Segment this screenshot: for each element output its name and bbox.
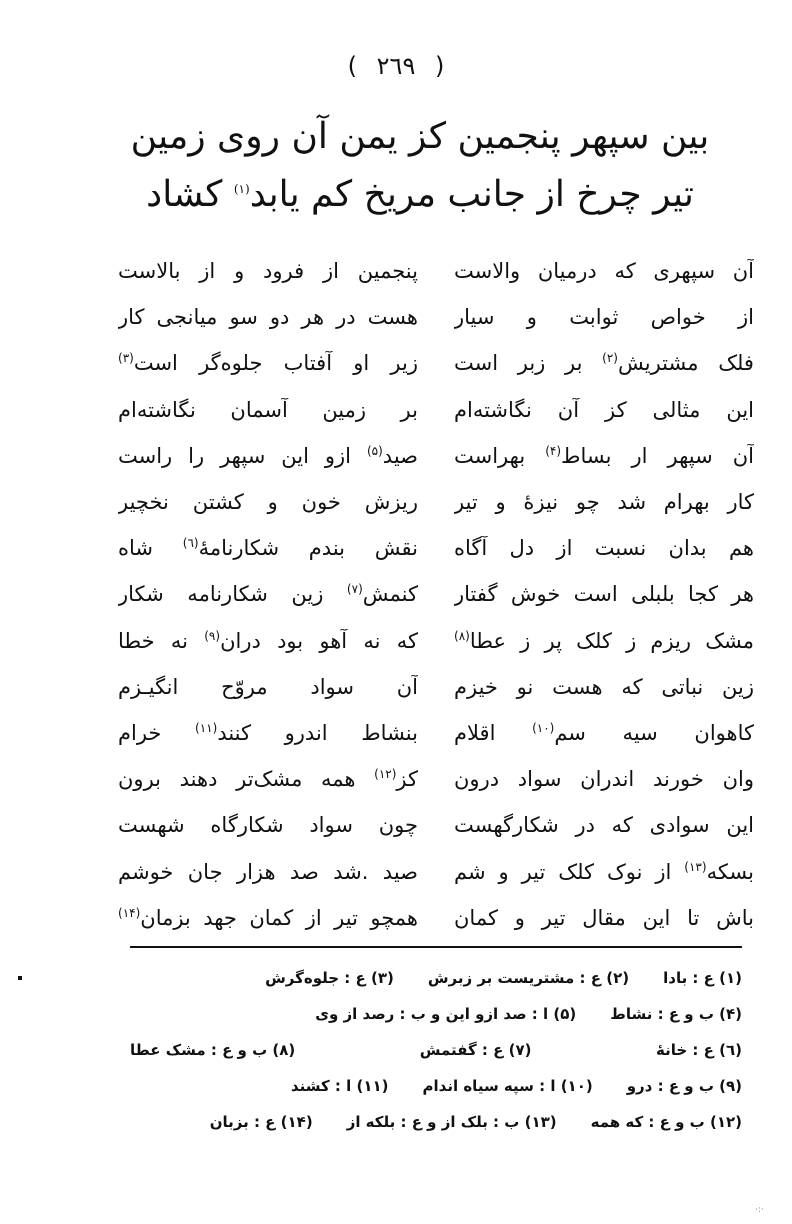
verse-row	[118, 340, 754, 386]
footnote-item: (١) ع : بادا	[663, 969, 742, 987]
heading-verse	[120, 108, 720, 224]
hemistich-right	[454, 582, 754, 606]
hemistich-text: پنجمین از فرود و از بالاست	[118, 259, 418, 284]
poem-verses	[118, 248, 754, 941]
footnote-item: (٣) ع : جلوه‌گرش	[265, 969, 394, 987]
hemistich-text: همچو تیر از کمان جهد بزمان	[140, 905, 418, 930]
hemistich-text: آن سپهر ار بساط	[561, 443, 754, 468]
hemistich-right	[454, 629, 754, 653]
footnote-item: (١٠) ا : سپه سیاه اندام	[422, 1077, 593, 1095]
verse-row	[118, 895, 754, 941]
verse-row	[118, 848, 754, 894]
hemistich-right	[454, 305, 754, 329]
page-number	[0, 52, 792, 80]
hemistich-text: صید .شد صد هزار جان خوشم	[118, 859, 418, 884]
verse-row	[118, 664, 754, 710]
hemistich-text: هر کجا بلبلی است خوش گفتار	[454, 582, 754, 607]
hemistich-text: از خواص ثوابت و سیار	[454, 305, 754, 330]
hemistich-text: مشک ریزم ز کلک پر ز عطا	[469, 628, 754, 653]
footnote-ref: (٨)	[454, 628, 470, 643]
hemistich-left	[118, 351, 418, 375]
hemistich-text: وان خورند اندران سواد درون	[454, 767, 754, 792]
hemistich-left	[118, 305, 418, 329]
hemistich-text-cont: همه مشک‌تر دهند برون	[118, 767, 375, 792]
footnote-item: (٧) ع : گفتمش	[419, 1041, 532, 1059]
heading-line-2-text: تیر چرخ از جانب مریخ کم یابد	[249, 174, 694, 215]
footnote-item: (۴) ب و ع : نشاط	[610, 1005, 742, 1023]
page-number-open-paren: (	[347, 52, 358, 80]
footnote-ref: (٢)	[602, 351, 618, 366]
footnote-row	[130, 960, 742, 996]
hemistich-left	[118, 767, 418, 791]
footnote-item: (٩) ب و ع : درو	[626, 1077, 742, 1095]
hemistich-text: این سوادی که در شکارگهست	[454, 813, 754, 838]
hemistich-text: هست در هر دو سو میانجی کار	[118, 305, 418, 330]
hemistich-text: کاهوان سیه سم	[554, 720, 754, 745]
footnote-ref: (١٢)	[374, 767, 397, 782]
hemistich-text: صید	[382, 443, 418, 468]
footnote-item: (١٢) ب و ع : که همه	[590, 1113, 742, 1131]
verse-row	[118, 571, 754, 617]
verse-row	[118, 433, 754, 479]
hemistich-text: ریزش خون و کشتن نخچیر	[118, 490, 418, 515]
verse-row	[118, 756, 754, 802]
footnote-ref: (١٠)	[532, 720, 555, 735]
footnote-ref: (۵)	[366, 443, 383, 458]
footnote-item: (٨) ب و ع : مشک عطا	[130, 1041, 296, 1059]
hemistich-right	[454, 767, 754, 791]
heading-line-2-end: کشاد	[146, 174, 234, 215]
footnote-row	[130, 996, 742, 1032]
hemistich-left	[118, 906, 418, 930]
footnote-row	[130, 1104, 742, 1140]
hemistich-text: آن سپهری که درمیان والاست	[454, 259, 754, 284]
hemistich-text-cont: خرام	[118, 720, 196, 745]
footnote-item: (١٣) ب : بلک از و ع : بلکه از	[346, 1113, 557, 1131]
footnote-row	[130, 1032, 742, 1068]
hemistich-right	[454, 860, 754, 884]
page-number-close-paren: )	[434, 52, 445, 80]
verse-row	[118, 710, 754, 756]
heading-line-1: بین سپهر پنجمین کز یمن آن روی زمین	[130, 116, 710, 157]
hemistich-left	[118, 444, 418, 468]
hemistich-left	[118, 629, 418, 653]
verse-row	[118, 248, 754, 294]
hemistich-left	[118, 490, 418, 514]
hemistich-text: کز	[396, 767, 418, 792]
hemistich-text: بنشاط اندرو کنند	[217, 720, 418, 745]
hemistich-right	[454, 906, 754, 930]
footnote-ref: (٣)	[118, 351, 134, 366]
hemistich-text: که نه آهو بود دران	[220, 628, 418, 653]
hemistich-text: باش تا این مقال تیر و کمان	[454, 905, 754, 930]
hemistich-right	[454, 259, 754, 283]
hemistich-right	[454, 813, 754, 837]
hemistich-text: آن سواد مروّح انگیـزم	[118, 674, 418, 699]
page-number-value: ٢٦٩	[376, 52, 416, 80]
verse-row	[118, 294, 754, 340]
hemistich-text-cont: ازو این سپهر را راست	[118, 443, 367, 468]
hemistich-text: زین نباتی که هست نو خیزم	[454, 674, 754, 699]
hemistich-right	[454, 351, 754, 375]
footnotes	[130, 960, 742, 1140]
hemistich-right	[454, 536, 754, 560]
hemistich-right	[454, 490, 754, 514]
hemistich-text-cont: بهراست	[454, 443, 546, 468]
margin-mark	[18, 976, 22, 980]
hemistich-text: بسکه	[706, 859, 754, 884]
hemistich-text: چون سواد شکارگاه شهست	[118, 813, 418, 838]
verse-row	[118, 525, 754, 571]
verse-row	[118, 387, 754, 433]
footnote-ref: (٦)	[182, 536, 199, 551]
hemistich-left	[118, 398, 418, 422]
hemistich-text: زیر او آفتاب جلوه‌گر است	[133, 351, 418, 376]
hemistich-text-cont: اقلام	[454, 720, 533, 745]
hemistich-text: نقش بندم شکارنامهٔ	[198, 536, 418, 561]
hemistich-text: بر زمین آسمان نگاشته‌ام	[118, 397, 418, 422]
verse-row	[118, 618, 754, 664]
hemistich-left	[118, 721, 418, 745]
footnote-item: (١١) ا : کشند	[290, 1077, 389, 1095]
heading-line-2	[120, 166, 720, 224]
hemistich-left	[118, 860, 418, 884]
hemistich-text-cont: نه خطا	[118, 628, 205, 653]
footnote-ref: (١١)	[195, 720, 218, 735]
hemistich-left	[118, 536, 418, 560]
footnote-item: (٦) ع : خانهٔ	[656, 1041, 742, 1059]
hemistich-left	[118, 259, 418, 283]
hemistich-right	[454, 675, 754, 699]
hemistich-text-cont: زین شکارنامه شکار	[118, 582, 347, 607]
hemistich-text: کار بهرام شد چو نیزهٔ و تیر	[454, 490, 754, 515]
footnote-ref: (٧)	[346, 582, 363, 597]
hemistich-text-cont: شاه	[118, 536, 183, 561]
corner-scribble: ·:·	[755, 1205, 764, 1215]
hemistich-right	[454, 721, 754, 745]
hemistich-left	[118, 582, 418, 606]
hemistich-text: کنمش	[362, 582, 418, 607]
footnote-item: (٢) ع : مشتریست بر زبرش	[427, 969, 630, 987]
hemistich-left	[118, 813, 418, 837]
hemistich-text-cont: بر زبر است	[454, 351, 603, 376]
footnote-ref: (١٣)	[684, 859, 707, 874]
footnote-separator	[130, 946, 742, 948]
verse-row	[118, 802, 754, 848]
footnote-ref: (١)	[233, 182, 250, 196]
hemistich-right	[454, 398, 754, 422]
verse-row	[118, 479, 754, 525]
footnote-row	[130, 1068, 742, 1104]
hemistich-text-cont: از نوک کلک تیر و شم	[454, 859, 685, 884]
footnote-ref: (١۴)	[118, 905, 141, 920]
footnote-item: (۵) ا : صد ازو این و ب : رصد از وی	[315, 1005, 577, 1023]
footnote-item: (١۴) ع : بزبان	[209, 1113, 313, 1131]
footnote-ref: (۴)	[545, 443, 562, 458]
hemistich-text: هم بدان نسبت از دل آگاه	[454, 536, 754, 561]
hemistich-text: فلک مشتریش	[617, 351, 754, 376]
hemistich-text: این مثالی کز آن نگاشته‌ام	[454, 397, 754, 422]
hemistich-left	[118, 675, 418, 699]
footnote-ref: (٩)	[204, 628, 221, 643]
hemistich-right	[454, 444, 754, 468]
